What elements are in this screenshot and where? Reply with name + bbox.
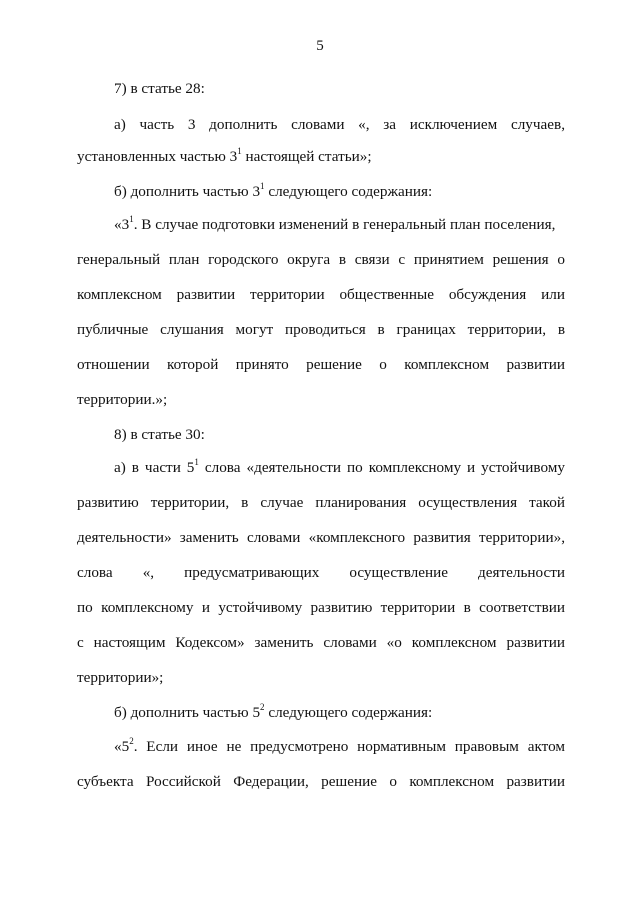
text-line: слова «, предусматривающих осуществление деятельности [77,564,565,581]
text-segment: «3 [114,216,130,233]
superscript: 1 [194,456,199,467]
text-segment: . В случае подготовки изменений в генеральный план поселения, [133,216,556,233]
text-line: по комплексному и устойчивому развитию территории в соответствии [77,599,565,616]
text-line: деятельности» заменить словами «комплексного развития территории», [77,529,565,546]
text-line: публичные слушания могут проводиться в границах территории, в [77,321,565,338]
superscript: 2 [260,701,265,712]
text-segment: а) в части 5 [114,459,195,476]
superscript: 2 [129,735,134,746]
text-line: с настоящим Кодексом» заменить словами «о комплексном развитии [77,634,565,651]
text-segment: б) дополнить частью 5 [114,704,261,721]
text-line: а) часть 3 дополнить словами «, за исключением случаев, [114,116,565,133]
text-line: развитию территории, в случае планирования осуществления такой [77,494,565,511]
superscript: 1 [237,145,242,156]
text-line [114,458,565,478]
text-line [77,147,565,167]
text-line: генеральный план городского округа в связи с принятием решения о [77,251,565,268]
text-line: территории»; [77,669,164,686]
text-line: комплексном развитии территории общественные обсуждения или [77,286,565,303]
text-line: 8) в статье 30: [114,426,205,443]
text-line: субъекта Российской Федерации, решение о комплексном развитии [77,773,565,790]
text-line [114,703,565,723]
text-segment: . Если иное не предусмотрено нормативным правовым актом [133,738,565,755]
text-line [114,182,565,202]
text-segment: слова «деятельности по комплексному и устойчивому [198,459,565,476]
text-line: отношении которой принято решение о комплексном развитии [77,356,565,373]
page-number: 5 [316,38,324,54]
superscript: 1 [129,213,134,224]
text-line: 7) в статье 28: [114,80,205,97]
text-segment: следующего содержания: [264,704,433,721]
text-segment: следующего содержания: [264,183,433,200]
text-line: территории.»; [77,391,168,408]
text-line [114,737,565,757]
text-line [114,215,565,235]
text-segment: настоящей статьи»; [241,148,372,165]
text-segment: б) дополнить частью 3 [114,183,261,200]
text-segment: установленных частью 3 [77,148,238,165]
superscript: 1 [260,180,265,191]
text-segment: «5 [114,738,130,755]
